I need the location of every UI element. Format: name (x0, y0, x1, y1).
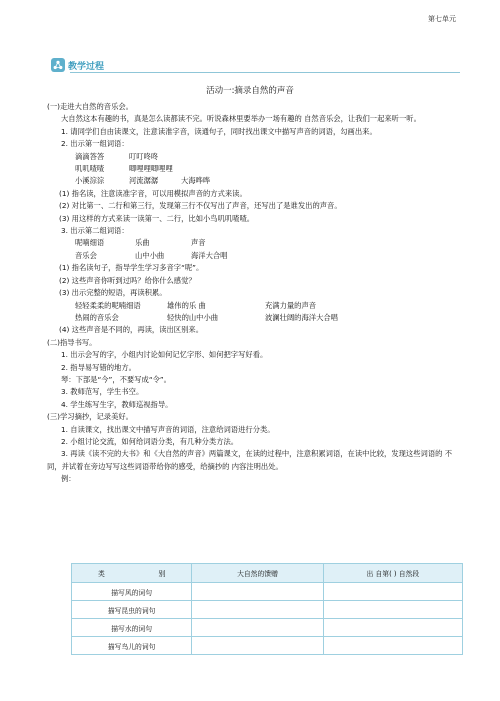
table-header-row (72, 564, 463, 583)
excerpt-table (71, 563, 463, 655)
gift-cell[interactable] (192, 601, 323, 619)
word: 小溪淙淙 (75, 176, 105, 186)
phrase: 轻轻柔柔的呢喃细语 (75, 300, 141, 310)
section2-line3: 琴：下部是“今”，不要写成“令”。 (61, 374, 171, 384)
col-header-category-b: 别 (158, 570, 166, 578)
section2-line2: 2. 指导易写错的地方。 (61, 362, 136, 372)
word: 大海哗哗 (181, 176, 211, 186)
word: 叮叮咚咚 (129, 151, 159, 161)
section1-step3: 3. 出示第二组词语： (61, 226, 129, 236)
word: 乐曲 (135, 238, 150, 248)
question-1: (1) 指名读，注意读准字音，可以用模拟声音的方式来读。 (59, 188, 247, 198)
section1-heading: (一)走进大自然的音乐会。 (47, 102, 133, 111)
word-group1-row1 (47, 151, 462, 163)
phrase: 充满力量的声音 (265, 300, 317, 310)
word-group1-row2 (47, 163, 462, 175)
section1-intro: 大自然这本有趣的书，真是怎么读都读不完。听说森林里要举办一场有趣的 自然音乐会，让我们一起来听一听。 (61, 114, 421, 124)
reading-2: (2) 这些声音你听到过吗？给你什么感觉？ (59, 275, 196, 285)
col-header-gift: 大自然的馈赠 (192, 564, 323, 583)
section3-line2: 2. 小组讨论交流，如何给词语分类，有几种分类方法。 (61, 436, 239, 446)
table-row (72, 619, 463, 637)
gift-cell[interactable] (192, 583, 323, 601)
phrase: 轻快的山中小曲 (167, 312, 219, 322)
lesson-content (47, 101, 462, 486)
source-cell[interactable] (323, 619, 462, 637)
section1-step2: 2. 出示第一组词语： (61, 139, 129, 149)
col-header-category (72, 564, 192, 583)
activity-title: 活动一:摘录自然的声音 (206, 86, 294, 96)
section2-line1: 1. 出示会写的字，小组内讨论如何记忆字形、如何把字写好看。 (61, 350, 268, 360)
word: 山中小曲 (135, 250, 165, 260)
row-category: 描写风的词句 (72, 583, 192, 601)
unit-label: 第七单元 (428, 15, 456, 23)
word-group1-row3 (47, 175, 462, 187)
col-header-category-a: 类 (98, 570, 105, 578)
row-category: 描写昆虫的词句 (72, 601, 192, 619)
section3-line1: 1. 自读课文，找出课文中描写声音的词语，注意给词语进行分类。 (61, 424, 275, 434)
source-cell[interactable] (323, 601, 462, 619)
word: 河流潺潺 (129, 176, 159, 186)
reading-3: (3) 出示完整的短语，再读积累。 (59, 288, 167, 298)
phrase-row2 (47, 312, 462, 324)
col-header-source: 出 自第( ) 自然段 (323, 564, 462, 583)
example-label: 例： (61, 474, 76, 484)
word: 音乐会 (75, 250, 97, 260)
reading-4: (4) 这些声音是不同的，再读，读出区别来。 (59, 325, 203, 335)
section2-line5: 4. 学生练写生字，教师巡视指导。 (61, 399, 173, 409)
source-cell[interactable] (323, 637, 462, 655)
word-group2-row1 (47, 237, 462, 249)
source-cell[interactable] (323, 583, 462, 601)
question-3: (3) 用这样的方式来读一读第一、二行，比如小鸟叽叽喳喳。 (59, 213, 255, 223)
word-group2-row2 (47, 250, 462, 262)
badge-label: 教学过程 (68, 61, 105, 72)
section3-heading: (三)学习摘抄，记录美好。 (47, 412, 133, 422)
word: 海洋大合唱 (191, 250, 228, 260)
phrase: 热闹的音乐会 (75, 312, 119, 322)
phrase: 雄伟的乐 曲 (167, 300, 206, 310)
gift-cell[interactable] (192, 637, 323, 655)
word: 滴滴答答 (75, 151, 105, 161)
table-row (72, 583, 463, 601)
phrase-row1 (47, 300, 462, 312)
gift-cell[interactable] (192, 619, 323, 637)
section1-step1: 1. 请同学们自由读课文，注意读准字音，读通句子，同时找出课文中描写声音的词语，勾画出来。 (61, 126, 377, 136)
phrase: 波澜壮阔的海洋大合唱 (265, 312, 338, 322)
header-rule (70, 72, 460, 73)
section3-line3: 3. 再读《读不完的大书》和《大自然的声音》两篇课文，在读的过程中，注意积累词语，在读中比较，发现这些词语的 不同，并试着在旁边写写这些词语带给你的感受，给摘抄的 内容注明出处。 (47, 449, 453, 471)
reading-1: (1) 指名读句子，指导学生学习多音字“呢”。 (59, 263, 204, 273)
word: 叽叽喳喳 (75, 164, 105, 174)
row-category: 描写水的词句 (72, 619, 192, 637)
word: 声音 (191, 238, 206, 248)
table-row (72, 601, 463, 619)
section2-line4: 3. 教师范写，学生书空。 (61, 387, 144, 397)
table-row (72, 637, 463, 655)
question-2: (2) 对比第一、二行和第三行，发现第三行不仅写出了声音，还写出了是谁发出的声音。 (59, 201, 342, 211)
network-icon-glyph (53, 60, 63, 70)
network-icon (51, 58, 65, 72)
word: 呢喃细语 (75, 238, 105, 248)
row-category: 描写鸟儿的词句 (72, 637, 192, 655)
section2-heading: (二)指导书写。 (47, 337, 97, 347)
word: 唧哩哩唧哩哩 (129, 164, 173, 174)
